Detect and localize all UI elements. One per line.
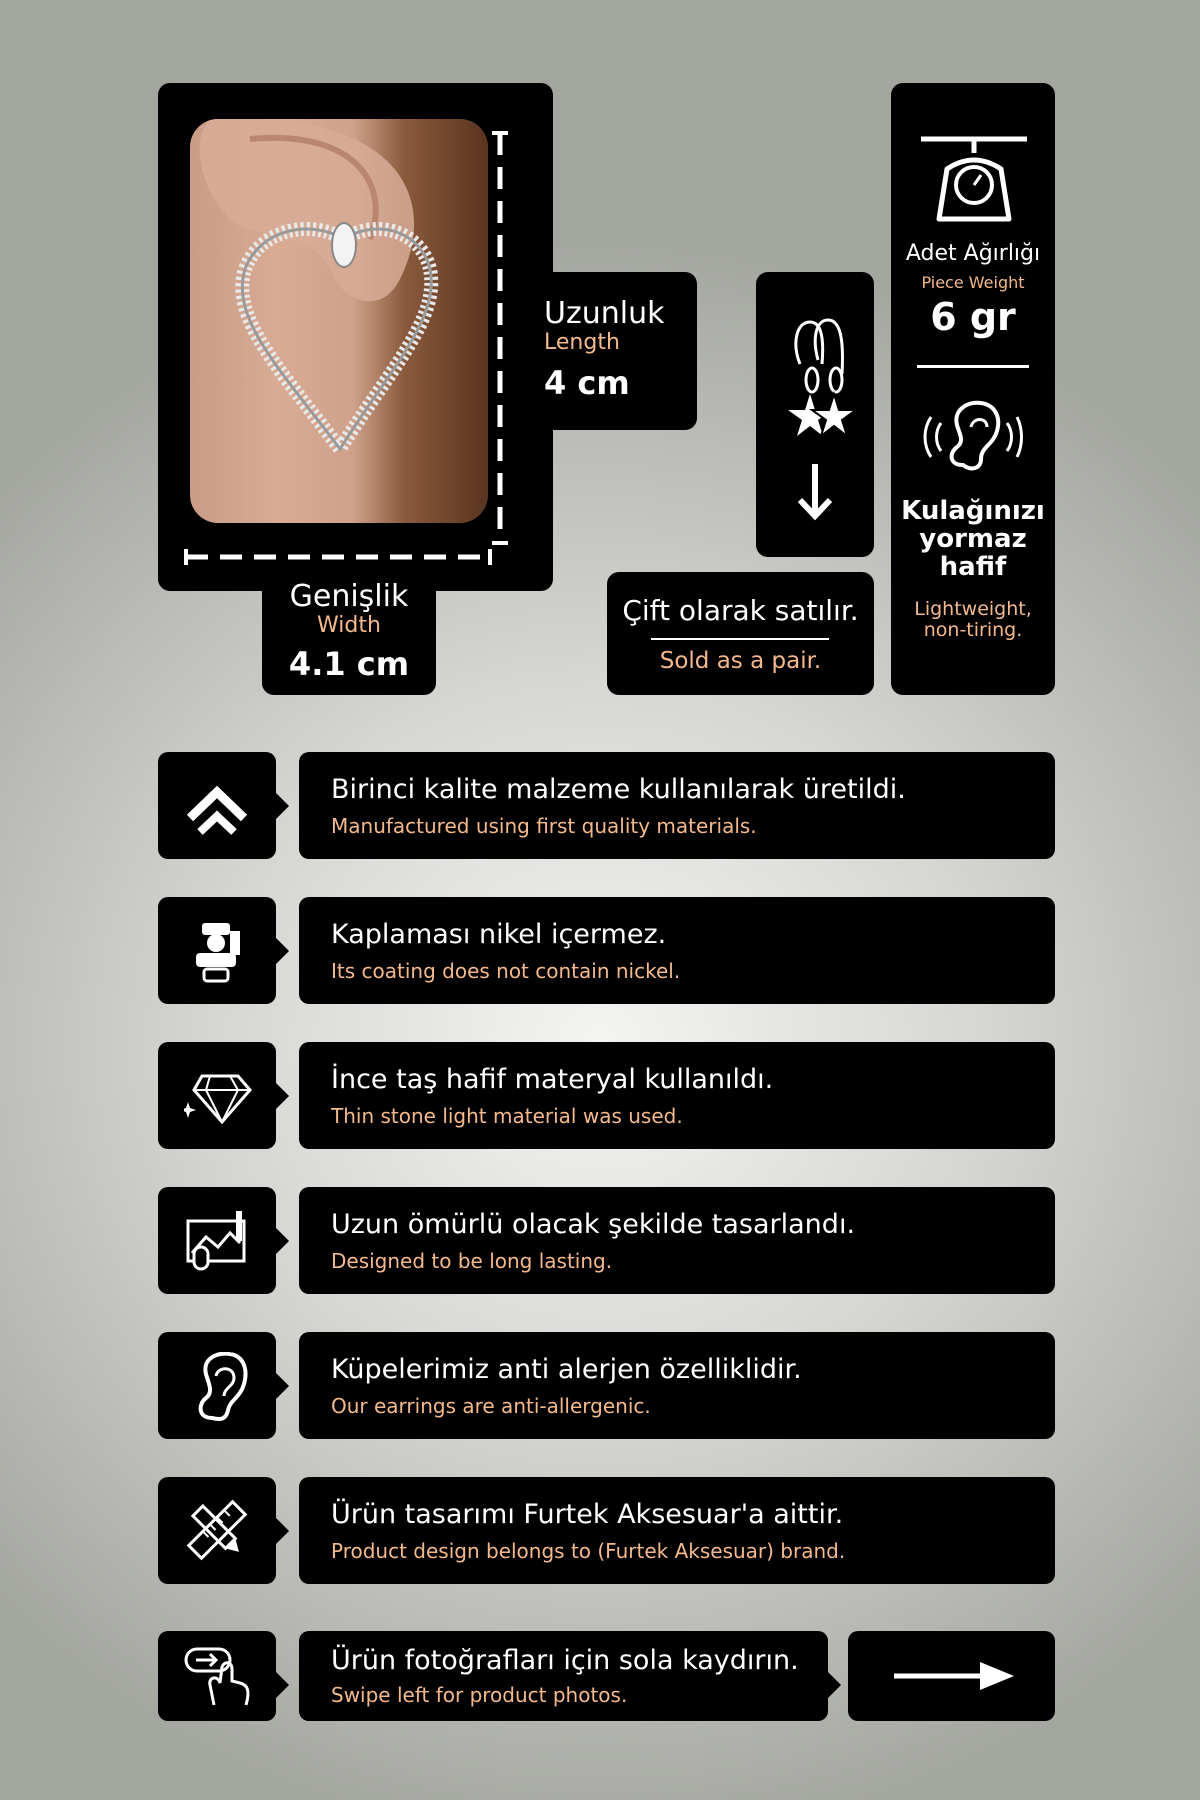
swipe-icon-box [158, 1631, 276, 1721]
pair-subtitle: Sold as a pair. [659, 648, 822, 674]
ear-sound-icon [923, 397, 1023, 477]
scale-icon [917, 135, 1031, 225]
length-value: 4 cm [544, 364, 630, 402]
feature-text-tr: İnce taş hafif materyal kullanıldı. [331, 1064, 774, 1095]
diamond-icon [184, 1062, 254, 1128]
design-board-icon [184, 1207, 250, 1273]
feature-text-en: Product design belongs to (Furtek Aksesuar) brand. [331, 1539, 846, 1563]
width-value: 4.1 cm [288, 645, 410, 683]
weight-divider [917, 365, 1029, 368]
feature-text-en: Its coating does not contain nickel. [331, 959, 681, 983]
swipe-hand-icon [184, 1647, 254, 1707]
pair-divider [651, 638, 829, 640]
comfort-subtitle-line: non-tiring. [923, 619, 1023, 641]
weight-subtitle: Piece Weight [921, 273, 1025, 292]
feature-icon-box [158, 897, 276, 1004]
feature-text-tr: Küpelerimiz anti alerjen özelliklidir. [331, 1354, 802, 1385]
comfort-title [891, 497, 1055, 581]
product-photo-frame [158, 83, 553, 591]
feature-text-tr: Uzun ömürlü olacak şekilde tasarlandı. [331, 1209, 856, 1240]
feature-text-tr: Ürün tasarımı Furtek Aksesuar'a aittir. [331, 1499, 844, 1530]
arrow-right-icon [892, 1659, 1016, 1693]
feature-text-en: Thin stone light material was used. [331, 1104, 683, 1128]
drop-earring-panel [756, 272, 874, 557]
length-title: Uzunluk [544, 296, 665, 331]
feature-row [299, 752, 1055, 859]
feature-text-tr: Kaplaması nikel içermez. [331, 919, 667, 950]
feature-text-tr: Birinci kalite malzeme kullanılarak üretildi. [331, 774, 906, 805]
layers-up-icon [184, 772, 250, 838]
length-subtitle: Length [544, 330, 620, 355]
weight-title: Adet Ağırlığı [905, 241, 1041, 266]
swipe-text-en: Swipe left for product photos. [331, 1683, 628, 1707]
weight-panel [891, 83, 1055, 695]
feature-row [299, 1187, 1055, 1294]
swipe-row [299, 1631, 828, 1721]
feature-row [299, 1477, 1055, 1584]
pair-title: Çift olarak satılır. [622, 594, 859, 627]
feature-icon-box [158, 1187, 276, 1294]
feature-icon-box [158, 752, 276, 859]
ear-icon [184, 1352, 250, 1422]
swipe-arrow-button[interactable] [848, 1631, 1055, 1721]
feature-text-en: Designed to be long lasting. [331, 1249, 613, 1273]
pair-panel [607, 572, 874, 695]
width-title: Genişlik [289, 579, 409, 614]
width-label [262, 575, 436, 695]
feature-row [299, 1332, 1055, 1439]
width-subtitle: Width [317, 613, 381, 638]
feature-icon-box [158, 1332, 276, 1439]
product-photo [190, 119, 488, 523]
feature-row [299, 897, 1055, 1004]
length-label [540, 272, 697, 430]
weight-value: 6 gr [930, 295, 1016, 339]
star-earring-icon [770, 294, 860, 534]
worker-icon [184, 917, 250, 983]
comfort-title-line: Kulağınızı [901, 496, 1045, 526]
pencil-ruler-icon [184, 1497, 250, 1563]
feature-text-en: Our earrings are anti-allergenic. [331, 1394, 651, 1418]
swipe-text-tr: Ürün fotoğrafları için sola kaydırın. [331, 1645, 799, 1676]
feature-row [299, 1042, 1055, 1149]
feature-text-en: Manufactured using first quality materials. [331, 814, 757, 838]
comfort-title-line: yormaz [919, 524, 1027, 554]
comfort-title-line: hafif [939, 552, 1007, 582]
comfort-subtitle [891, 599, 1055, 641]
comfort-subtitle-line: Lightweight, [914, 598, 1032, 620]
feature-icon-box [158, 1477, 276, 1584]
feature-icon-box [158, 1042, 276, 1149]
